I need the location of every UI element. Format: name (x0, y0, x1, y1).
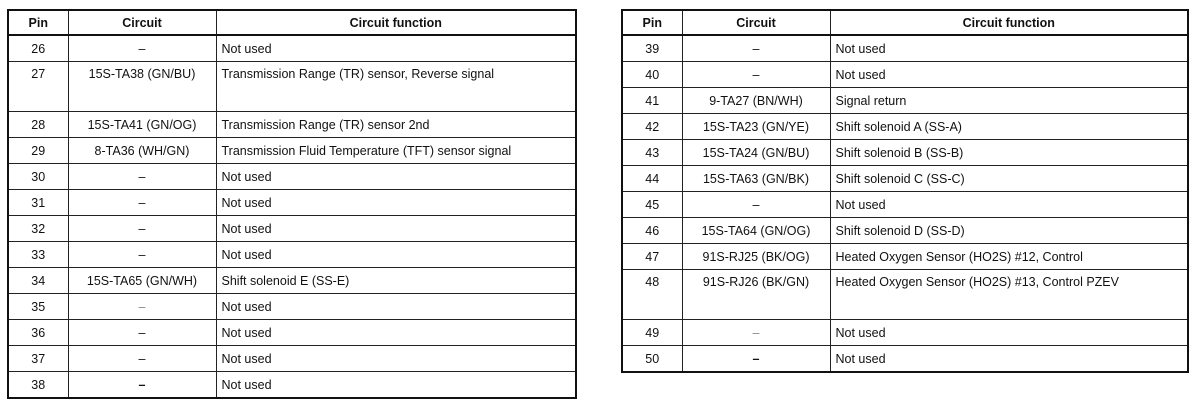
table-row (8, 242, 576, 268)
header-row (8, 10, 576, 35)
pin-cell: 30 (8, 164, 68, 190)
pin-cell: 35 (8, 294, 68, 320)
pin-cell: 48 (622, 270, 682, 320)
pin-cell: 27 (8, 62, 68, 112)
table-row (8, 372, 576, 399)
pin-cell: 31 (8, 190, 68, 216)
function-cell: Not used (216, 164, 576, 190)
circuit-cell: 15S-TA24 (GN/BU) (682, 140, 830, 166)
circuit-cell: – (682, 320, 830, 346)
pin-cell: 38 (8, 372, 68, 399)
function-cell: Not used (830, 62, 1188, 88)
header-pin: Pin (8, 10, 68, 35)
function-cell: Shift solenoid B (SS-B) (830, 140, 1188, 166)
pin-cell: 40 (622, 62, 682, 88)
circuit-cell: – (682, 192, 830, 218)
header-row (622, 10, 1188, 35)
function-cell: Not used (216, 242, 576, 268)
function-cell: Heated Oxygen Sensor (HO2S) #13, Control PZEV (830, 270, 1188, 320)
table-row (8, 62, 576, 112)
pin-cell: 37 (8, 346, 68, 372)
table-row (8, 346, 576, 372)
header-circuit-function: Circuit function (830, 10, 1188, 35)
table-row (8, 294, 576, 320)
function-cell: Not used (830, 346, 1188, 373)
circuit-cell: 15S-TA23 (GN/YE) (682, 114, 830, 140)
function-cell: Transmission Range (TR) sensor 2nd (216, 112, 576, 138)
function-cell: Not used (216, 346, 576, 372)
pinout-table-left (7, 9, 577, 399)
circuit-cell: – (68, 320, 216, 346)
header-circuit-function: Circuit function (216, 10, 576, 35)
circuit-cell: 91S-RJ26 (BK/GN) (682, 270, 830, 320)
pin-cell: 50 (622, 346, 682, 373)
circuit-cell: 15S-TA41 (GN/OG) (68, 112, 216, 138)
table-row (8, 320, 576, 346)
pin-cell: 47 (622, 244, 682, 270)
pin-cell: 33 (8, 242, 68, 268)
pin-cell: 43 (622, 140, 682, 166)
pin-cell: 34 (8, 268, 68, 294)
circuit-cell: – (68, 164, 216, 190)
function-cell: Signal return (830, 88, 1188, 114)
circuit-cell: – (68, 242, 216, 268)
table-row (622, 346, 1188, 373)
circuit-cell: 9-TA27 (BN/WH) (682, 88, 830, 114)
table-row (8, 268, 576, 294)
circuit-cell: – (68, 372, 216, 399)
function-cell: Not used (216, 372, 576, 399)
pin-cell: 36 (8, 320, 68, 346)
table-row (622, 140, 1188, 166)
pin-cell: 39 (622, 35, 682, 62)
pin-cell: 46 (622, 218, 682, 244)
pin-cell: 44 (622, 166, 682, 192)
table-row (8, 164, 576, 190)
pin-cell: 41 (622, 88, 682, 114)
circuit-cell: – (682, 62, 830, 88)
header-pin: Pin (622, 10, 682, 35)
pin-cell: 42 (622, 114, 682, 140)
circuit-cell: – (68, 294, 216, 320)
table-row (622, 218, 1188, 244)
circuit-cell: – (682, 346, 830, 373)
function-cell: Not used (216, 35, 576, 62)
function-cell: Not used (216, 190, 576, 216)
function-cell: Not used (216, 294, 576, 320)
table-row (622, 320, 1188, 346)
header-circuit: Circuit (682, 10, 830, 35)
function-cell: Not used (216, 320, 576, 346)
function-cell: Shift solenoid C (SS-C) (830, 166, 1188, 192)
circuit-cell: – (68, 190, 216, 216)
table-row (622, 114, 1188, 140)
table-row (622, 192, 1188, 218)
function-cell: Shift solenoid D (SS-D) (830, 218, 1188, 244)
circuit-cell: 15S-TA65 (GN/WH) (68, 268, 216, 294)
pin-cell: 49 (622, 320, 682, 346)
table-row (622, 88, 1188, 114)
function-cell: Not used (830, 320, 1188, 346)
pin-cell: 32 (8, 216, 68, 242)
header-circuit: Circuit (68, 10, 216, 35)
function-cell: Transmission Range (TR) sensor, Reverse signal (216, 62, 576, 112)
table-row (622, 35, 1188, 62)
circuit-cell: – (68, 35, 216, 62)
circuit-cell: 15S-TA63 (GN/BK) (682, 166, 830, 192)
pin-cell: 29 (8, 138, 68, 164)
pin-cell: 45 (622, 192, 682, 218)
pinout-table-right (621, 9, 1189, 373)
table-row (8, 138, 576, 164)
circuit-cell: – (682, 35, 830, 62)
table-row (622, 270, 1188, 320)
function-cell: Not used (830, 35, 1188, 62)
function-cell: Transmission Fluid Temperature (TFT) sensor signal (216, 138, 576, 164)
circuit-cell: – (68, 346, 216, 372)
table-row (8, 190, 576, 216)
pin-cell: 26 (8, 35, 68, 62)
circuit-cell: 15S-TA38 (GN/BU) (68, 62, 216, 112)
function-cell: Not used (830, 192, 1188, 218)
circuit-cell: 8-TA36 (WH/GN) (68, 138, 216, 164)
pin-cell: 28 (8, 112, 68, 138)
function-cell: Heated Oxygen Sensor (HO2S) #12, Control (830, 244, 1188, 270)
table-row (8, 216, 576, 242)
function-cell: Not used (216, 216, 576, 242)
function-cell: Shift solenoid E (SS-E) (216, 268, 576, 294)
circuit-cell: 15S-TA64 (GN/OG) (682, 218, 830, 244)
table-row (8, 112, 576, 138)
table-row (8, 35, 576, 62)
circuit-cell: 91S-RJ25 (BK/OG) (682, 244, 830, 270)
table-row (622, 166, 1188, 192)
table-row (622, 62, 1188, 88)
circuit-cell: – (68, 216, 216, 242)
table-row (622, 244, 1188, 270)
function-cell: Shift solenoid A (SS-A) (830, 114, 1188, 140)
